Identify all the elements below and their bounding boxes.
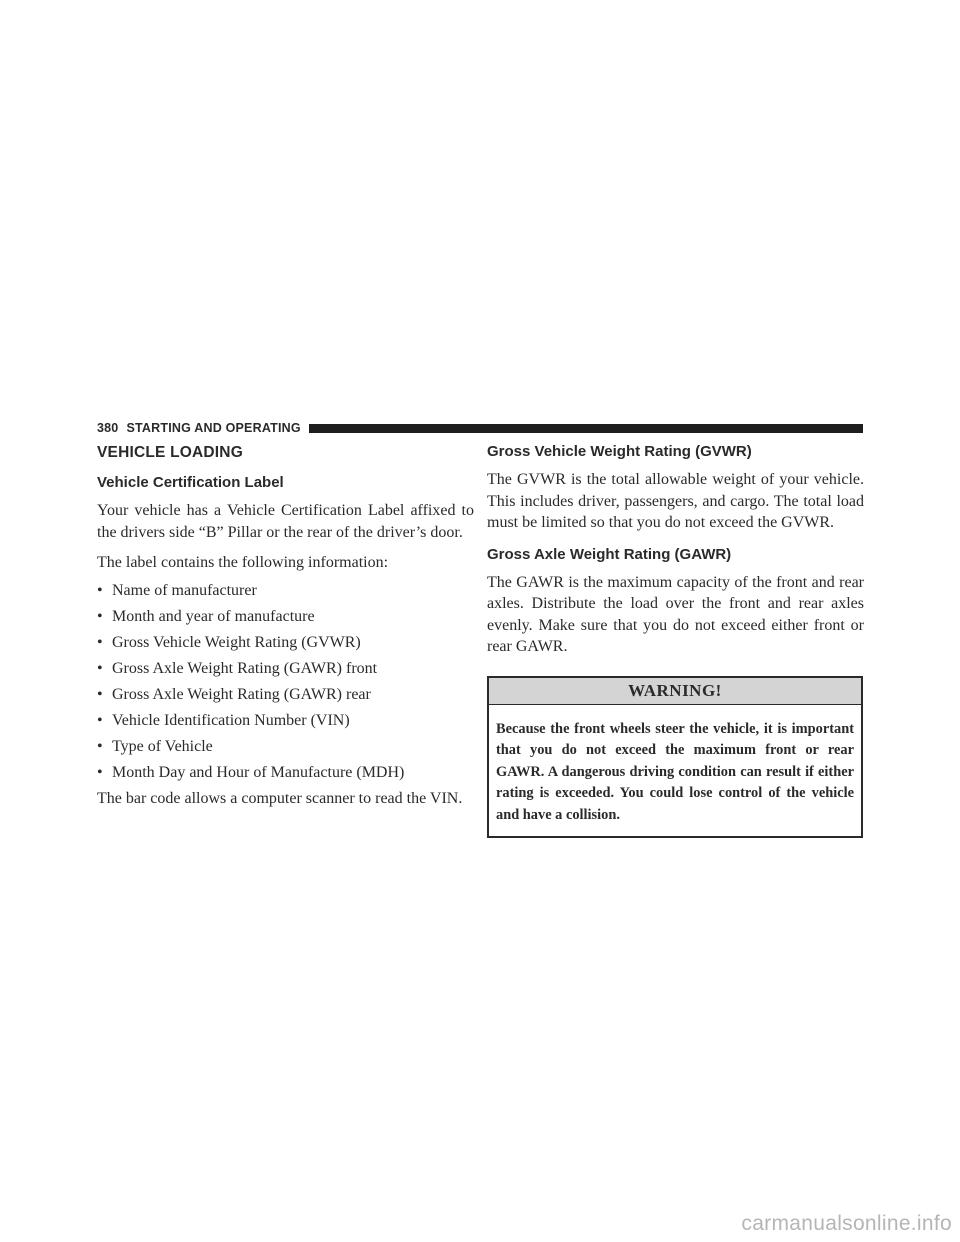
list-item: • Type of Vehicle (97, 737, 213, 755)
bullet-icon: • (97, 685, 103, 703)
gawr-text: The GAWR is the maximum capacity of the front and rear axles. Distribute the load over the front and rear axles evenly. Make sure that you do not exceed either front or rear GAWR. (487, 573, 864, 655)
left-column (97, 440, 474, 809)
warning-title: WARNING! (489, 678, 861, 705)
barcode-note: The bar code allows a computer scanner to read the VIN. (97, 789, 463, 807)
list-item: • Month Day and Hour of Manufacture (MDH) (97, 763, 405, 781)
label-info-intro: The label contains the following information: (97, 554, 389, 571)
warning-box (487, 676, 863, 839)
bullet-icon: • (97, 659, 103, 677)
bullet-icon: • (97, 633, 103, 651)
certification-label-heading: Vehicle Certification Label (97, 474, 284, 491)
header-rule (309, 424, 863, 433)
section-name: STARTING AND OPERATING (126, 421, 301, 435)
gvwr-text: The GVWR is the total allowable weight of your vehicle. This includes driver, passengers, and cargo. The total load must be limited so that you do not exceed the GVWR. (487, 471, 864, 531)
bullet-icon: • (97, 763, 103, 781)
page-number: 380 (97, 421, 119, 435)
certification-intro: Your vehicle has a Vehicle Certification Label affixed to the drivers side “B” Pillar or the rear of the driver’s door. (97, 502, 474, 541)
header-label (97, 421, 301, 435)
label-info-list (97, 580, 474, 783)
warning-text: Because the front wheels steer the vehicle, it is important that you do not exceed the maximum front or rear GAWR. A dangerous driving condition can result if either rating is exceeded. You could lose control of the vehicle and have a collision. (496, 720, 854, 823)
bullet-icon: • (97, 737, 103, 755)
list-item: • Gross Axle Weight Rating (GAWR) rear (97, 685, 371, 703)
section-title: VEHICLE LOADING (97, 444, 243, 461)
page-header (97, 420, 863, 436)
list-item: • Month and year of manufacture (97, 607, 315, 625)
bullet-icon: • (97, 581, 103, 599)
bullet-icon: • (97, 711, 103, 729)
list-item: • Name of manufacturer (97, 581, 257, 599)
right-column (487, 440, 864, 838)
list-item: • Vehicle Identification Number (VIN) (97, 711, 350, 729)
list-item: • Gross Vehicle Weight Rating (GVWR) (97, 633, 361, 651)
gvwr-heading: Gross Vehicle Weight Rating (GVWR) (487, 443, 752, 460)
watermark: carmanualsonline.info (741, 1212, 952, 1235)
list-item: • Gross Axle Weight Rating (GAWR) front (97, 659, 378, 677)
gawr-heading: Gross Axle Weight Rating (GAWR) (487, 545, 732, 563)
bullet-icon: • (97, 607, 103, 625)
